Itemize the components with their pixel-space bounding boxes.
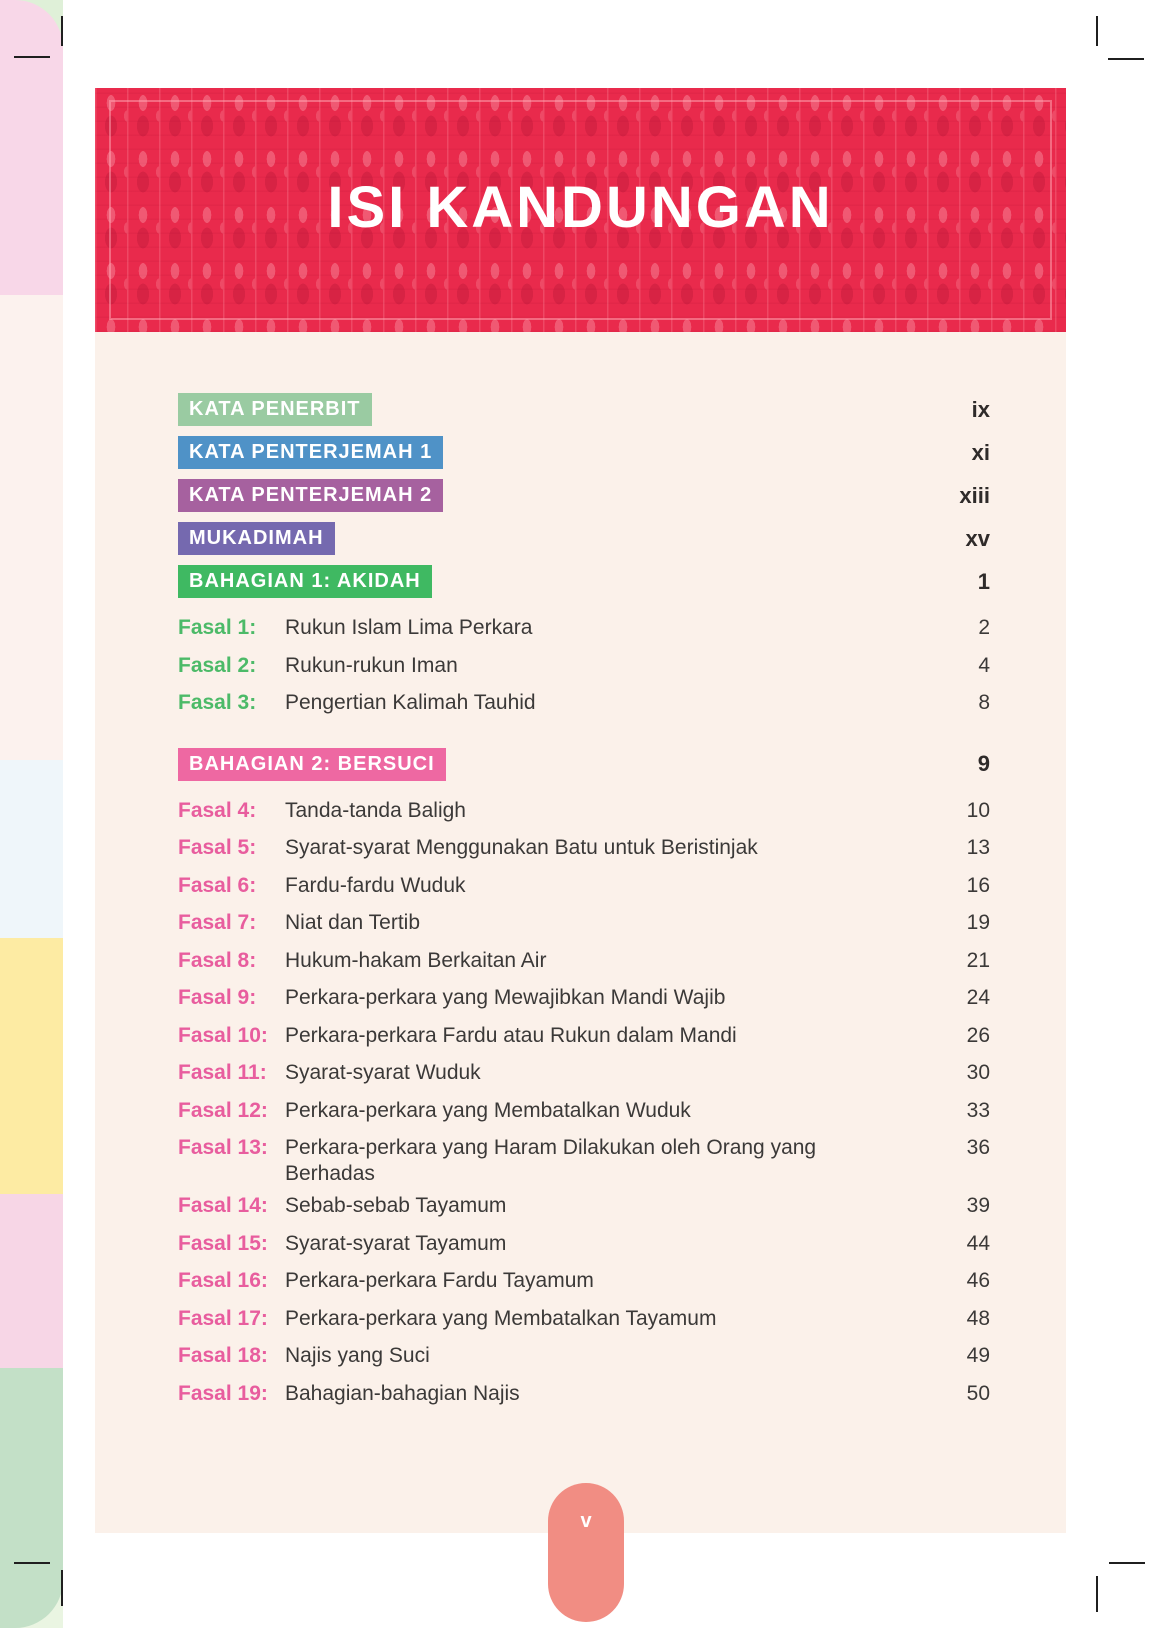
- toc-banner: [95, 88, 1066, 332]
- toc-chapter: [178, 1092, 990, 1130]
- chapter-page: 48: [966, 1306, 990, 1330]
- toc-entry-badge: [178, 393, 372, 426]
- toc-chapter: [178, 904, 990, 942]
- chapter-title: Fardu-fardu Wuduk: [285, 873, 466, 897]
- toc-entry-page: 9: [977, 751, 990, 776]
- crop-mark-top-right-v: [1096, 16, 1098, 46]
- chapter-page: 13: [966, 836, 990, 859]
- chapter-page: 19: [966, 911, 990, 934]
- chapter-label: Fasal 6:: [178, 873, 257, 897]
- toc-entry: [178, 743, 990, 786]
- toc-entry: [178, 560, 990, 603]
- chapter-title: Najis yang Suci: [285, 1344, 430, 1367]
- chapter-list: [178, 609, 990, 722]
- chapter-page: 30: [966, 1061, 990, 1084]
- chapter-page: 10: [966, 798, 990, 822]
- toc-chapter: [178, 1300, 990, 1338]
- chapter-title: Rukun-rukun Iman: [285, 653, 458, 677]
- edge-strip-offwhite: [0, 295, 63, 760]
- chapter-title: Perkara-perkara yang Haram Dilakukan oleh Orang yang Berhadas: [285, 1136, 817, 1185]
- chapter-title: Perkara-perkara yang Membatalkan Tayamum: [285, 1306, 717, 1330]
- chapter-title: Niat dan Tertib: [285, 911, 421, 934]
- chapter-label: Fasal 13:: [178, 1136, 268, 1159]
- edge-strip-pink-bottom: [0, 1194, 63, 1368]
- chapter-title: Hukum-hakam Berkaitan Air: [285, 948, 547, 972]
- toc-entry-page: ix: [971, 396, 990, 422]
- toc-chapter: [178, 867, 990, 905]
- toc-content: [95, 332, 1066, 1412]
- chapter-label: Fasal 10:: [178, 1023, 268, 1047]
- chapter-page: 46: [966, 1269, 990, 1292]
- toc-entry: [178, 474, 990, 517]
- chapter-label: Fasal 17:: [178, 1306, 268, 1330]
- toc-entry: [178, 388, 990, 431]
- chapter-title: Syarat-syarat Wuduk: [285, 1061, 481, 1084]
- chapter-page: 33: [966, 1098, 990, 1122]
- chapter-label: Fasal 9:: [178, 986, 257, 1009]
- crop-mark-bottom-right-v: [1096, 1576, 1098, 1612]
- toc-chapter: [178, 684, 990, 722]
- toc-entry-badge: [178, 565, 432, 598]
- chapter-label: Fasal 3:: [178, 691, 257, 714]
- toc-chapter: [178, 1225, 990, 1263]
- chapter-label: Fasal 18:: [178, 1344, 268, 1367]
- toc-entry-label: KATA PENERBIT: [189, 398, 361, 420]
- toc-chapter: [178, 979, 990, 1017]
- toc-entry-page: xi: [971, 439, 990, 465]
- chapter-title: Bahagian-bahagian Najis: [285, 1381, 520, 1405]
- toc-chapter: [178, 609, 990, 647]
- chapter-list: [178, 792, 990, 1413]
- toc-entry-page: 1: [977, 568, 990, 594]
- chapter-page: 21: [966, 948, 990, 972]
- chapter-label: Fasal 8:: [178, 948, 257, 972]
- page-number: v: [580, 1510, 592, 1532]
- chapter-title: Perkara-perkara yang Membatalkan Wuduk: [285, 1098, 691, 1122]
- chapter-page: 16: [966, 873, 990, 897]
- toc-entry-label: MUKADIMAH: [189, 527, 324, 549]
- crop-mark-top-left-v: [61, 16, 63, 46]
- toc-entry-label: BAHAGIAN 2: BERSUCI: [189, 752, 435, 775]
- chapter-label: Fasal 5:: [178, 836, 257, 859]
- crop-mark-bottom-left-h: [14, 1562, 50, 1564]
- edge-strip-yellow: [0, 938, 63, 1194]
- chapter-title: Tanda-tanda Baligh: [285, 798, 466, 822]
- chapter-page: 26: [966, 1023, 990, 1047]
- chapter-title: Syarat-syarat Tayamum: [285, 1231, 507, 1255]
- chapter-label: Fasal 4:: [178, 798, 257, 822]
- chapter-page: 49: [966, 1344, 990, 1367]
- chapter-page: 2: [978, 616, 990, 639]
- crop-mark-bottom-left-v: [61, 1570, 63, 1606]
- chapter-page: 24: [966, 986, 990, 1009]
- toc-entry-page: xiii: [959, 482, 990, 508]
- chapter-label: Fasal 15:: [178, 1231, 268, 1255]
- chapter-label: Fasal 7:: [178, 911, 257, 934]
- toc-entry-page: xv: [965, 525, 990, 551]
- edge-strip-pink-top: [0, 0, 63, 295]
- chapter-label: Fasal 16:: [178, 1269, 268, 1292]
- chapter-page: 36: [966, 1136, 990, 1159]
- sections-list: [178, 560, 990, 1412]
- chapter-page: 39: [966, 1194, 990, 1217]
- chapter-page: 50: [966, 1381, 990, 1405]
- chapter-label: Fasal 11:: [178, 1061, 267, 1084]
- crop-mark-bottom-right-h: [1109, 1562, 1145, 1564]
- toc-entry-badge: [178, 479, 443, 512]
- chapter-title: Pengertian Kalimah Tauhid: [285, 691, 536, 714]
- toc-chapter: [178, 1187, 990, 1225]
- chapter-page: 4: [978, 653, 990, 677]
- toc-page: [95, 88, 1066, 1533]
- toc-entry: [178, 431, 990, 474]
- page-number-pill: [548, 1483, 624, 1622]
- chapter-title: Perkara-perkara Fardu atau Rukun dalam Mandi: [285, 1023, 737, 1047]
- chapter-page: 44: [966, 1231, 990, 1255]
- chapter-title: Rukun Islam Lima Perkara: [285, 616, 533, 639]
- edge-strip-blue: [0, 760, 63, 938]
- toc-entry-badge: [178, 522, 335, 555]
- toc-chapter: [178, 1337, 990, 1375]
- crop-mark-top-left-h: [14, 56, 50, 58]
- chapter-label: Fasal 2:: [178, 653, 257, 677]
- toc-entry-label: KATA PENTERJEMAH 2: [189, 484, 433, 506]
- chapter-label: Fasal 1:: [178, 616, 257, 639]
- toc-chapter: [178, 1129, 990, 1187]
- toc-entry-label: KATA PENTERJEMAH 1: [189, 441, 433, 463]
- toc-chapter: [178, 1017, 990, 1055]
- toc-chapter: [178, 942, 990, 980]
- chapter-page: 8: [978, 691, 990, 714]
- toc-chapter: [178, 647, 990, 685]
- toc-entry-badge: [178, 748, 446, 781]
- page-title: ISI KANDUNGAN: [327, 174, 834, 240]
- chapter-label: Fasal 12:: [178, 1098, 268, 1122]
- toc-chapter: [178, 1262, 990, 1300]
- toc-entry-badge: [178, 436, 443, 469]
- toc-chapter: [178, 1054, 990, 1092]
- edge-strip-green: [0, 1368, 63, 1628]
- chapter-label: Fasal 14:: [178, 1194, 268, 1217]
- crop-mark-top-right-h: [1108, 58, 1144, 60]
- chapter-title: Perkara-perkara Fardu Tayamum: [285, 1269, 594, 1292]
- toc-chapter: [178, 829, 990, 867]
- chapter-title: Syarat-syarat Menggunakan Batu untuk Beristinjak: [285, 836, 758, 859]
- toc-entry: [178, 517, 990, 560]
- front-matter-list: [178, 388, 990, 560]
- toc-chapter: [178, 1375, 990, 1413]
- chapter-label: Fasal 19:: [178, 1381, 268, 1405]
- toc-entry-label: BAHAGIAN 1: AKIDAH: [189, 570, 421, 592]
- chapter-title: Perkara-perkara yang Mewajibkan Mandi Wajib: [285, 986, 726, 1009]
- toc-chapter: [178, 792, 990, 830]
- chapter-title: Sebab-sebab Tayamum: [285, 1194, 507, 1217]
